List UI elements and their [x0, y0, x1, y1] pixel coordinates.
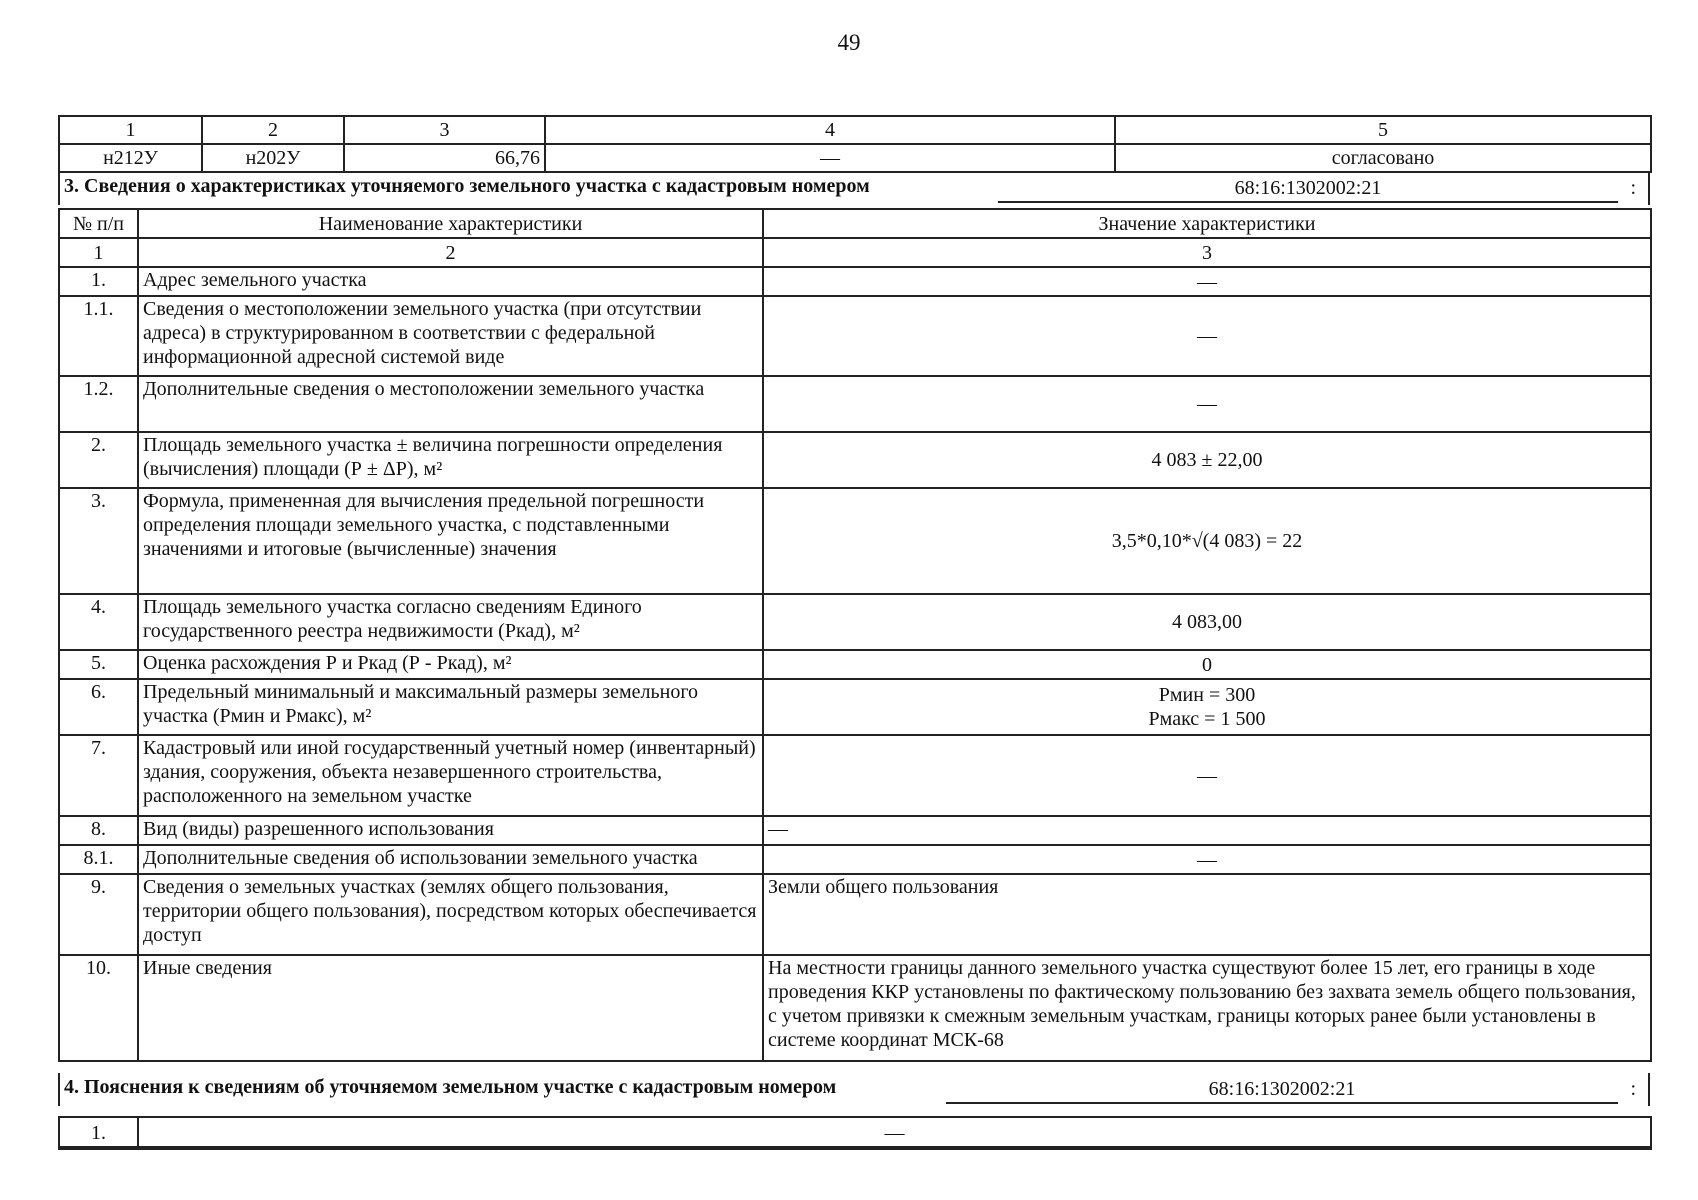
- table-row: [59, 1117, 1651, 1149]
- section-title: 4. Пояснения к сведениям об уточняемом земельном участке с кадастровым номером: [64, 1076, 837, 1098]
- table-row: [59, 144, 1651, 172]
- row-name: Предельный минимальный и максимальный размеры земельного участка (Рмин и Рмакс), м²: [138, 679, 763, 735]
- explanations-table: [58, 1116, 1652, 1150]
- row-value: —: [763, 816, 1651, 845]
- row-number: 6.: [59, 679, 138, 735]
- row-name: Адрес земельного участка: [138, 267, 763, 296]
- header-value: Значение характеристики: [763, 209, 1651, 238]
- row-number: 1.: [59, 1117, 138, 1149]
- row-value: 4 083,00: [763, 594, 1651, 650]
- colon: :: [1630, 177, 1636, 199]
- row-number: 8.: [59, 816, 138, 845]
- row-value: Земли общего пользования: [763, 874, 1651, 955]
- colon: :: [1630, 1078, 1636, 1100]
- table-row: [59, 955, 1651, 1061]
- header-name: Наименование характеристики: [138, 209, 763, 238]
- row-number: 1.2.: [59, 376, 138, 432]
- col-number: 4: [545, 116, 1115, 144]
- row-number: 3.: [59, 488, 138, 594]
- row-number: 1.: [59, 267, 138, 296]
- col-number: 2: [202, 116, 344, 144]
- column-numbers-row: [59, 238, 1651, 267]
- row-name: Формула, примененная для вычисления предельной погрешности определения площади земельного участка, с подставленными значениями и итоговые (вычисленные) значения: [138, 488, 763, 594]
- row-name: Сведения о местоположении земельного участка (при отсутствии адреса) в структурированном в соответствии с федеральной информационной адресной системой виде: [138, 296, 763, 376]
- characteristics-table: [58, 208, 1652, 1062]
- row-name: Вид (виды) разрешенного использования: [138, 816, 763, 845]
- section-4-heading: [58, 1073, 1650, 1106]
- status-value: согласовано: [1115, 144, 1651, 172]
- row-number: 2.: [59, 432, 138, 488]
- row-value: —: [763, 296, 1651, 376]
- col-number: 2: [138, 238, 763, 267]
- page-number: 49: [837, 30, 861, 55]
- row-name: Оценка расхождения Р и Ркад (Р - Ркад), м²: [138, 650, 763, 679]
- table-row: [59, 488, 1651, 594]
- row-value: [763, 679, 1651, 735]
- table-row: [59, 267, 1651, 296]
- row-name: Дополнительные сведения об использовании земельного участка: [138, 845, 763, 874]
- row-value: На местности границы данного земельного участка существуют более 15 лет, его границы в ходе проведения ККР установлены по фактическому пользованию без захвата земель общего пользования, с учетом привязки к смежным земельным участкам, границы которых ранее были установлены в системе координат МСК-68: [763, 955, 1651, 1061]
- table-row: [59, 735, 1651, 816]
- description-value: —: [545, 144, 1115, 172]
- table-row: [59, 376, 1651, 432]
- row-value: —: [138, 1117, 1651, 1149]
- row-value: —: [763, 845, 1651, 874]
- col-number: 3: [344, 116, 545, 144]
- header-number: № п/п: [59, 209, 138, 238]
- table-row: [59, 432, 1651, 488]
- point-to: н202У: [202, 144, 344, 172]
- table-row: [59, 650, 1651, 679]
- cadastral-number: 68:16:1302002:21: [946, 1078, 1618, 1104]
- row-name: Площадь земельного участка ± величина погрешности определения (вычисления) площади (Р ± ΔР), м²: [138, 432, 763, 488]
- max-size-value: Рмакс = 1 500: [1148, 708, 1266, 730]
- row-value: —: [763, 735, 1651, 816]
- row-name: Кадастровый или иной государственный учетный номер (инвентарный) здания, сооружения, объекта незавершенного строительства, расположенного на земельном участке: [138, 735, 763, 816]
- col-number: 1: [59, 116, 202, 144]
- row-value: —: [763, 376, 1651, 432]
- col-number: 3: [763, 238, 1651, 267]
- row-name: Дополнительные сведения о местоположении земельного участка: [138, 376, 763, 432]
- table-row: [59, 594, 1651, 650]
- section-title: 3. Сведения о характеристиках уточняемого земельного участка с кадастровым номером: [64, 175, 870, 197]
- table-row: [59, 874, 1651, 955]
- table-row: [59, 296, 1651, 376]
- row-value: 4 083 ± 22,00: [763, 432, 1651, 488]
- row-value: 3,5*0,10*√(4 083) = 22: [763, 488, 1651, 594]
- col-number: 1: [59, 238, 138, 267]
- row-name: Сведения о земельных участках (землях общего пользования, территории общего пользования), посредством которых обеспечивается доступ: [138, 874, 763, 955]
- row-number: 7.: [59, 735, 138, 816]
- table-row: [59, 816, 1651, 845]
- row-name: Иные сведения: [138, 955, 763, 1061]
- table-row: [59, 679, 1651, 735]
- row-number: 9.: [59, 874, 138, 955]
- length-value: 66,76: [344, 144, 545, 172]
- row-number: 8.1.: [59, 845, 138, 874]
- table-header-row: [59, 116, 1651, 144]
- row-number: 10.: [59, 955, 138, 1061]
- row-value: —: [763, 267, 1651, 296]
- point-from: н212У: [59, 144, 202, 172]
- row-value: 0: [763, 650, 1651, 679]
- row-number: 5.: [59, 650, 138, 679]
- boundary-table: [58, 115, 1652, 173]
- table-row: [59, 845, 1651, 874]
- row-name: Площадь земельного участка согласно сведениям Единого государственного реестра недвижимости (Ркад), м²: [138, 594, 763, 650]
- bottom-rule: [58, 1146, 1650, 1148]
- table-header-row: [59, 209, 1651, 238]
- col-number: 5: [1115, 116, 1651, 144]
- row-number: 1.1.: [59, 296, 138, 376]
- row-number: 4.: [59, 594, 138, 650]
- section-3-heading: [58, 172, 1650, 205]
- min-size-value: Рмин = 300: [1158, 684, 1256, 706]
- cadastral-number: 68:16:1302002:21: [998, 177, 1618, 203]
